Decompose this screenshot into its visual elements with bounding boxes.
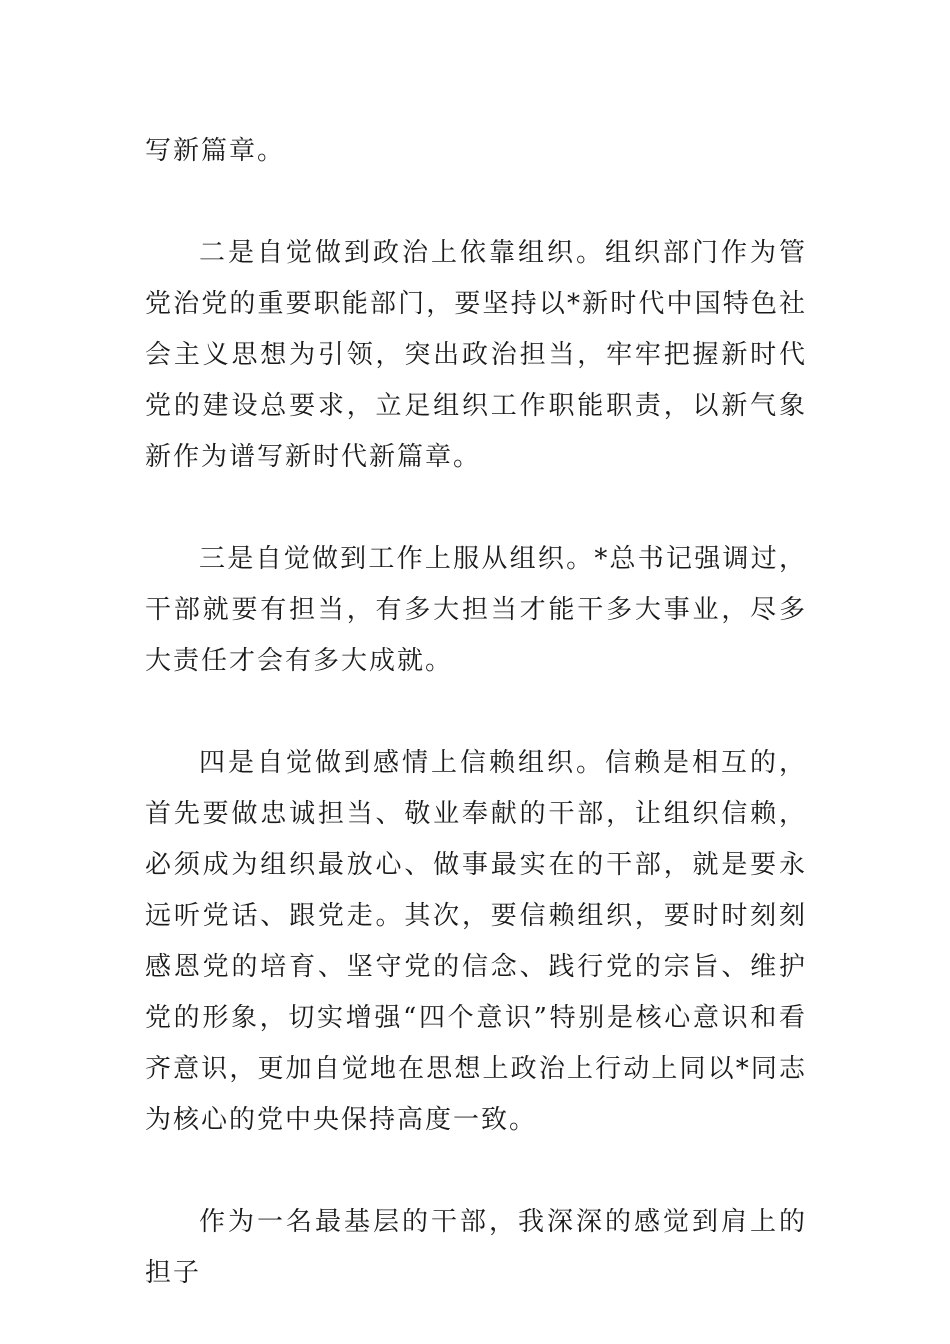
paragraph-point-three: 三是自觉做到工作上服从组织。*总书记强调过，干部就要有担当，有多大担当才能干多大事业，尽多大责任才会有多大成就。: [145, 544, 807, 676]
paragraph-gap: [145, 483, 807, 534]
paragraph-point-four: 四是自觉做到感情上信赖组织。信赖是相互的，首先要做忠诚担当、敬业奉献的干部，让组织信赖，必须成为组织最放心、做事最实在的干部，就是要永远听党话、跟党走。其次，要信赖组织，要时时刻刻感恩党的培育、坚守党的信念、践行党的宗旨、维护党的形象，切实增强“四个意识”特别是核心意识和看齐意识，更加自觉地在思想上政治上行动上同以*同志为核心的党中央保持高度一致。: [145, 748, 807, 1135]
paragraph-gap: [145, 1146, 807, 1197]
paragraph-gap: [145, 177, 807, 228]
document-body: [145, 126, 807, 1299]
paragraph-continuation: 写新篇章。: [145, 136, 286, 166]
paragraph-gap: [145, 687, 807, 738]
paragraph-closing: 作为一名最基层的干部，我深深的感觉到肩上的担子: [145, 1207, 807, 1288]
paragraph-point-two: 二是自觉做到政治上依靠组织。组织部门作为管党治党的重要职能部门，要坚持以*新时代中国特色社会主义思想为引领，突出政治担当，牢牢把握新时代党的建设总要求，立足组织工作职能职责，以新气象新作为谱写新时代新篇章。: [145, 238, 807, 472]
